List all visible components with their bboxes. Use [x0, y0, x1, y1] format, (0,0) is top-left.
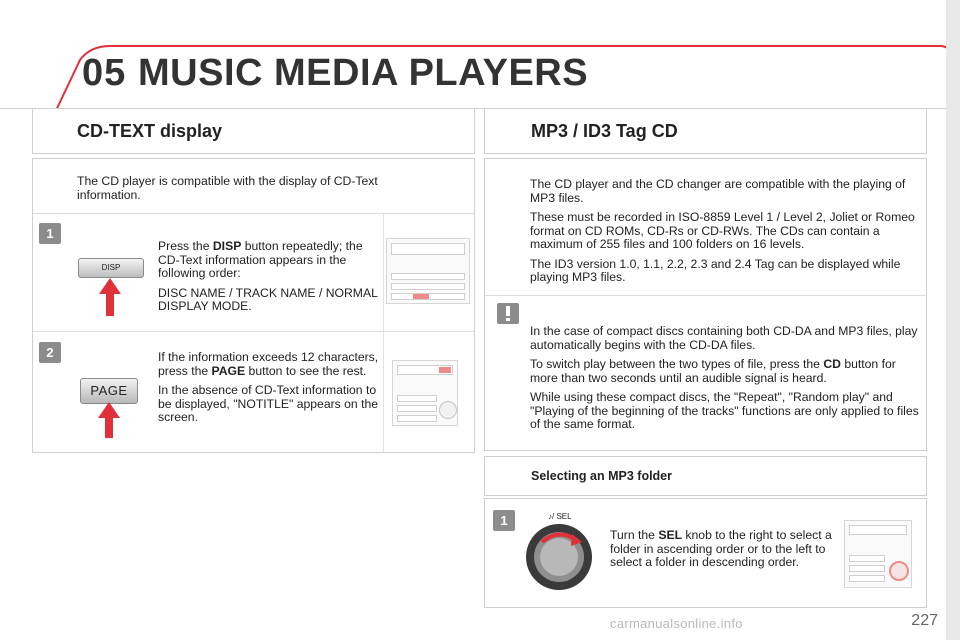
sel-knob-label: ♪/ SEL: [548, 512, 572, 521]
step-1-badge-icon: [38, 221, 62, 245]
step-1-text: Press the DISP button repeatedly; the CD-Text information appears in the following order: DISC NAME / TRACK NAME / NORMAL DISPLAY MODE.: [158, 239, 378, 313]
mp3-warning-text: In the case of compact discs containing both CD-DA and MP3 files, play automatically begins with the CD-DA files. To switch play between the two types of file, press the CD button for more than two seconds until an audible signal is heard. While using these compact discs, the "Repeat", "Random play" and "Playing of the beginning of the tracks" functions are only applied to files of the same format.: [530, 324, 919, 431]
cd-text-intro: The CD player is compatible with the display of CD-Text information.: [77, 174, 378, 202]
folder-step-text: Turn the SEL knob to the right to select a folder in ascending order or to the left to select a folder in descending order.: [610, 528, 832, 569]
press-arrow-icon: [96, 400, 122, 440]
warning-badge-icon: [496, 301, 520, 325]
disp-button-illustration: DISP: [78, 258, 144, 278]
watermark: carmanualsonline.info: [610, 616, 743, 631]
folder-title-panel: [484, 456, 927, 496]
divider: [33, 213, 474, 214]
radio-panel-page-illustration: [392, 360, 458, 426]
chapter-title: MUSIC MEDIA PLAYERS: [138, 52, 589, 94]
divider: [485, 295, 926, 296]
svg-text:2: 2: [46, 345, 54, 360]
press-arrow-icon: [97, 276, 123, 318]
page-edge-strip: [946, 0, 960, 640]
folder-step-1-badge-icon: [492, 508, 516, 532]
cd-text-title-panel: [32, 108, 475, 154]
mp3-info-text: The CD player and the CD changer are compatible with the playing of MP3 files. These must be recorded in ISO-8859 Level 1 / Level 2, Joliet or Romeo format on CD ROMs, CD-Rs or CD-RWs. The CDs can contain a maximum of 255 files and 100 folders on 16 levels. The ID3 version 1.0, 1.1, 2.2, 2.3 and 2.4 Tag can be displayed while playing MP3 files.: [530, 177, 915, 284]
radio-panel-sel-illustration: [844, 520, 912, 588]
mp3-title: MP3 / ID3 Tag CD: [531, 121, 678, 141]
svg-text:1: 1: [500, 513, 508, 528]
step-2-text: If the information exceeds 12 characters, press the PAGE button to see the rest. In the absence of CD-Text information to be displayed, "NOTITLE" appears on the screen.: [158, 350, 379, 424]
folder-title: Selecting an MP3 folder: [531, 469, 673, 483]
sel-knob-illustration: [524, 522, 594, 592]
chapter-number: 05: [82, 52, 127, 94]
page-number: 227: [911, 612, 938, 629]
radio-panel-disp-illustration: [386, 238, 470, 304]
cd-text-title: CD-TEXT display: [77, 121, 223, 141]
page-button-illustration: PAGE: [80, 378, 138, 404]
svg-text:1: 1: [46, 226, 54, 241]
divider: [33, 331, 474, 332]
step-2-badge-icon: [38, 340, 62, 364]
mp3-title-panel: [484, 108, 927, 154]
divider: [383, 214, 384, 452]
